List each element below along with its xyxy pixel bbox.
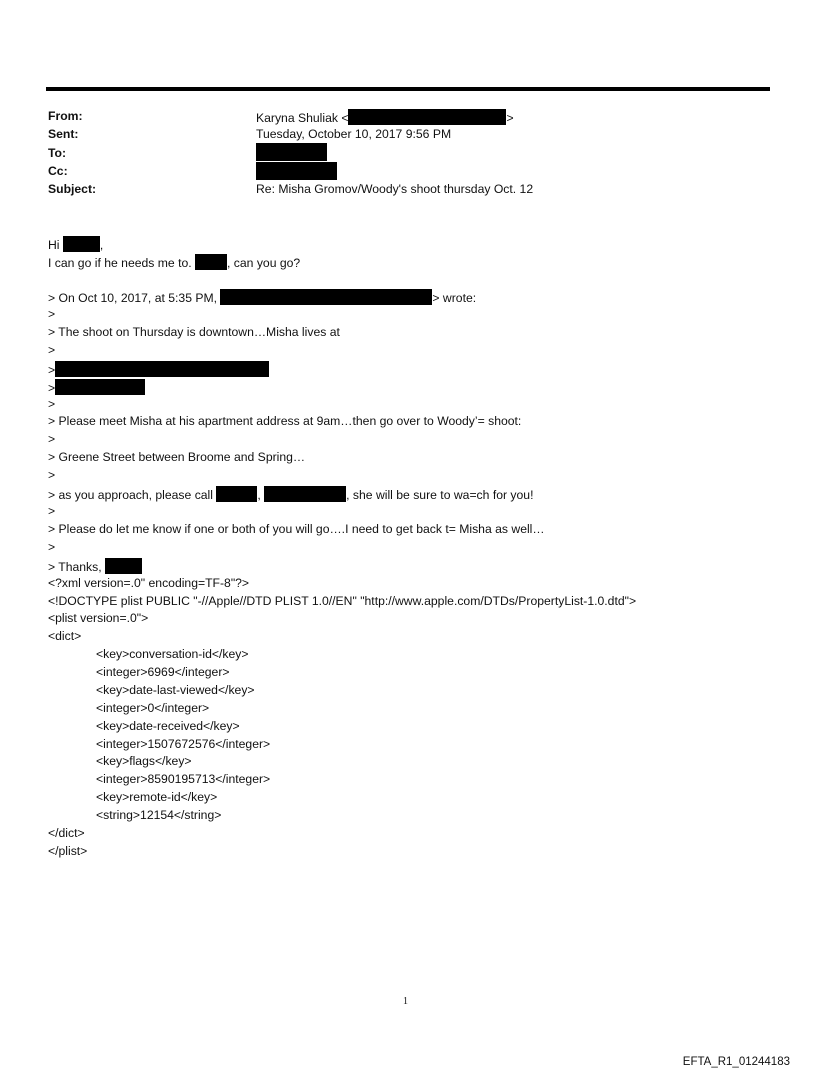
quote-line: > Please meet Misha at his apartment address at 9am…then go over to Woody’= shoot: (48, 414, 522, 428)
plist-line: <?xml version=.0" encoding=TF-8"?> (48, 576, 250, 590)
redaction (216, 486, 257, 502)
quote-line: > Greene Street between Broome and Spring… (48, 450, 306, 464)
plist-line: </dict> (48, 826, 85, 840)
from-label: From: (48, 109, 83, 123)
quote-line (48, 379, 145, 395)
plist-line: <integer>0</integer> (96, 701, 210, 715)
redaction (256, 143, 327, 161)
plist-line: <key>date-received</key> (96, 719, 240, 733)
approach-text: > as you approach, please call (48, 488, 217, 502)
from-name: Karyna Shuliak < (256, 111, 349, 125)
redaction (55, 379, 145, 395)
from-value (256, 109, 514, 125)
reply-text: I can go if he needs me to. (48, 256, 196, 270)
quote-line: > (48, 540, 56, 554)
quote-line (48, 486, 533, 502)
subject-value: Re: Misha Gromov/Woody's shoot thursday Oct. 12 (256, 182, 534, 196)
to-label: To: (48, 146, 67, 160)
quote-intro-text: > On Oct 10, 2017, at 5:35 PM, (48, 291, 221, 305)
redaction (195, 254, 227, 270)
plist-line: <dict> (48, 629, 82, 643)
approach-comma: , (257, 488, 265, 502)
quote-marker: > (48, 381, 56, 395)
redaction (256, 162, 337, 180)
greeting-comma: , (99, 238, 104, 252)
quote-line: > The shoot on Thursday is downtown…Misha lives at (48, 325, 340, 339)
quote-line: > (48, 343, 56, 357)
quote-intro (48, 289, 476, 305)
approach-rest: , she will be sure to wa=ch for you! (346, 488, 534, 502)
quote-line: > Please do let me know if one or both of you will go….I need to get back t= Misha as well… (48, 522, 545, 536)
quote-line (48, 361, 269, 377)
subject-label: Subject: (48, 182, 97, 196)
plist-line: </plist> (48, 844, 88, 858)
quote-line: > (48, 432, 56, 446)
quote-line (48, 558, 142, 574)
quote-intro-wrote: > wrote: (432, 291, 477, 305)
cc-label: Cc: (48, 164, 68, 178)
plist-line: <integer>1507672576</integer> (96, 737, 271, 751)
greeting-text: Hi (48, 238, 63, 252)
plist-line: <string>12154</string> (96, 808, 222, 822)
plist-line: <plist version=.0"> (48, 611, 149, 625)
plist-line: <key>date-last-viewed</key> (96, 683, 255, 697)
redaction (55, 361, 269, 377)
sent-label: Sent: (48, 127, 79, 141)
quote-line: > (48, 307, 56, 321)
plist-line: <integer>8590195713</integer> (96, 772, 271, 786)
thanks-text: > Thanks, (48, 560, 106, 574)
quote-marker: > (48, 363, 56, 377)
plist-line: <key>flags</key> (96, 754, 192, 768)
plist-line: <integer>6969</integer> (96, 665, 230, 679)
header-rule (46, 87, 770, 91)
plist-line: <key>conversation-id</key> (96, 647, 249, 661)
plist-line: <!DOCTYPE plist PUBLIC "-//Apple//DTD PLIST 1.0//EN" "http://www.apple.com/DTDs/PropertyList-1.0.dtd"> (48, 594, 637, 608)
reply-line (48, 254, 300, 270)
quote-line: > (48, 397, 56, 411)
redaction (220, 289, 432, 305)
redaction (105, 558, 142, 574)
plist-line: <key>remote-id</key> (96, 790, 218, 804)
redaction (348, 109, 506, 125)
sent-value: Tuesday, October 10, 2017 9:56 PM (256, 127, 452, 141)
quote-line: > (48, 468, 56, 482)
from-close: > (506, 111, 514, 125)
redaction (264, 486, 346, 502)
greeting-line (48, 236, 103, 252)
page-number: 1 (403, 996, 408, 1007)
redaction (63, 236, 100, 252)
quote-line: > (48, 504, 56, 518)
reply-question: , can you go? (227, 256, 301, 270)
bates-number: EFTA_R1_01244183 (682, 1056, 790, 1068)
